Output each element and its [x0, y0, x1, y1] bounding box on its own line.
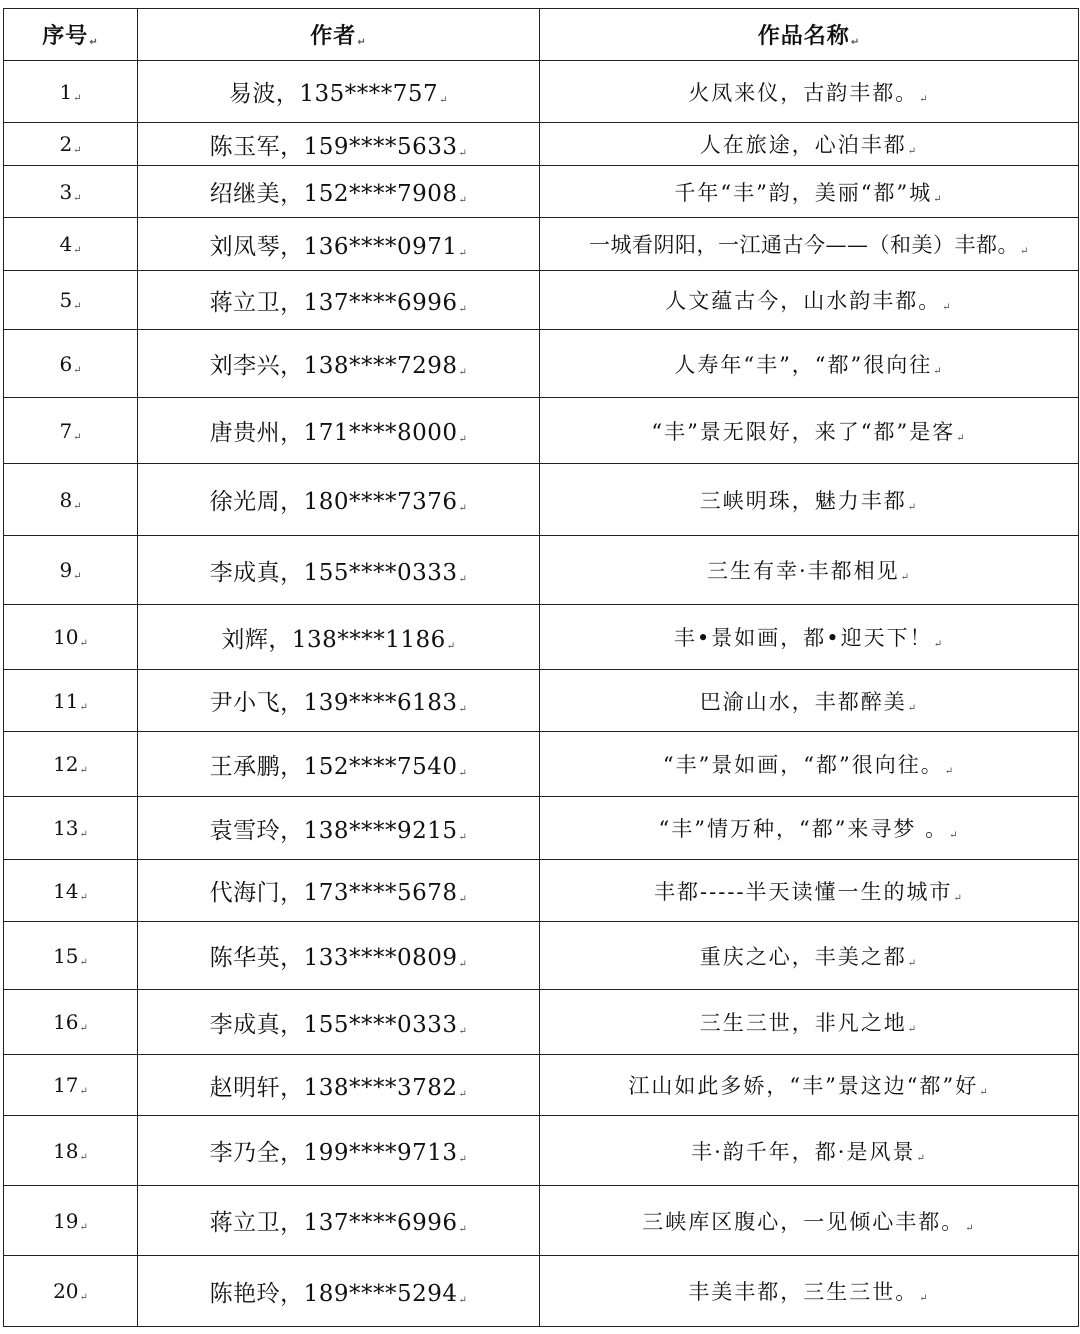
row-title: 千年“丰”韵，美丽“都”城↵ — [540, 166, 1079, 218]
header-title: 作品名称↵ — [540, 9, 1079, 61]
row-title: 一城看阴阳，一江通古今——（和美）丰都。↵ — [540, 218, 1079, 271]
row-index: 8↵ — [4, 464, 138, 536]
row-index: 13↵ — [4, 797, 138, 860]
row-author: 刘凤琴，136****0971↵ — [138, 218, 540, 271]
row-title: “丰”景无限好，来了“都”是客↵ — [540, 398, 1079, 464]
row-title: 三生三世，非凡之地↵ — [540, 990, 1079, 1055]
row-index: 16↵ — [4, 990, 138, 1055]
row-index: 12↵ — [4, 732, 138, 797]
row-index: 5↵ — [4, 271, 138, 330]
table-row — [4, 218, 1079, 271]
row-index: 19↵ — [4, 1186, 138, 1256]
table-row — [4, 166, 1079, 218]
table-row — [4, 990, 1079, 1055]
row-title: 火凤来仪，古韵丰都。↵ — [540, 61, 1079, 123]
entries-table — [3, 8, 1079, 1327]
table-row — [4, 605, 1079, 670]
table-row — [4, 1256, 1079, 1327]
row-author: 李成真，155****0333↵ — [138, 990, 540, 1055]
row-title: 丰都-----半天读懂一生的城市↵ — [540, 860, 1079, 922]
row-title: 江山如此多娇，“丰”景这边“都”好↵ — [540, 1055, 1079, 1116]
row-index: 3↵ — [4, 166, 138, 218]
row-author: 绍继美，152****7908↵ — [138, 166, 540, 218]
row-author: 陈华英，133****0809↵ — [138, 922, 540, 990]
row-author: 易波，135****757↵ — [138, 61, 540, 123]
row-author: 袁雪玲，138****9215↵ — [138, 797, 540, 860]
table-row — [4, 271, 1079, 330]
row-author: 徐光周，180****7376↵ — [138, 464, 540, 536]
table-row — [4, 670, 1079, 732]
table-row — [4, 732, 1079, 797]
row-title: 三峡明珠，魅力丰都↵ — [540, 464, 1079, 536]
row-index: 10↵ — [4, 605, 138, 670]
row-index: 6↵ — [4, 330, 138, 398]
row-index: 15↵ — [4, 922, 138, 990]
row-author: 陈艳玲，189****5294↵ — [138, 1256, 540, 1327]
row-author: 刘辉，138****1186↵ — [138, 605, 540, 670]
row-title: 丰·韵千年，都·是风景↵ — [540, 1116, 1079, 1186]
row-author: 蒋立卫，137****6996↵ — [138, 271, 540, 330]
row-index: 7↵ — [4, 398, 138, 464]
row-index: 11↵ — [4, 670, 138, 732]
table-row — [4, 398, 1079, 464]
header-index: 序号↵ — [4, 9, 138, 61]
row-author: 赵明轩，138****3782↵ — [138, 1055, 540, 1116]
row-index: 18↵ — [4, 1116, 138, 1186]
row-title: “丰”情万种，“都”来寻梦 。↵ — [540, 797, 1079, 860]
row-author: 李成真，155****0333↵ — [138, 536, 540, 605]
row-index: 17↵ — [4, 1055, 138, 1116]
row-author: 陈玉军，159****5633↵ — [138, 123, 540, 166]
row-title: 人文蕴古今，山水韵丰都。↵ — [540, 271, 1079, 330]
row-author: 王承鹏，152****7540↵ — [138, 732, 540, 797]
row-title: 人在旅途，心泊丰都↵ — [540, 123, 1079, 166]
table-row — [4, 536, 1079, 605]
row-index: 14↵ — [4, 860, 138, 922]
header-author: 作者↵ — [138, 9, 540, 61]
table-row — [4, 1055, 1079, 1116]
row-index: 4↵ — [4, 218, 138, 271]
row-title: 人寿年“丰”，“都”很向往↵ — [540, 330, 1079, 398]
row-title: 丰•景如画，都•迎天下！↵ — [540, 605, 1079, 670]
row-title: 三峡库区腹心，一见倾心丰都。↵ — [540, 1186, 1079, 1256]
row-index: 20↵ — [4, 1256, 138, 1327]
table-row — [4, 1116, 1079, 1186]
row-index: 9↵ — [4, 536, 138, 605]
row-author: 蒋立卫，137****6996↵ — [138, 1186, 540, 1256]
table-row — [4, 1186, 1079, 1256]
row-title: 巴渝山水，丰都醉美↵ — [540, 670, 1079, 732]
table-row — [4, 922, 1079, 990]
row-author: 李乃全，199****9713↵ — [138, 1116, 540, 1186]
table-row — [4, 123, 1079, 166]
table-row — [4, 860, 1079, 922]
row-author: 尹小飞，139****6183↵ — [138, 670, 540, 732]
row-title: 三生有幸·丰都相见↵ — [540, 536, 1079, 605]
row-author: 唐贵州，171****8000↵ — [138, 398, 540, 464]
table-row — [4, 464, 1079, 536]
row-author: 刘李兴，138****7298↵ — [138, 330, 540, 398]
row-index: 2↵ — [4, 123, 138, 166]
table-row — [4, 797, 1079, 860]
table-row — [4, 330, 1079, 398]
row-title: 丰美丰都，三生三世。↵ — [540, 1256, 1079, 1327]
header-row — [4, 9, 1079, 61]
row-index: 1↵ — [4, 61, 138, 123]
row-author: 代海门，173****5678↵ — [138, 860, 540, 922]
table-row — [4, 61, 1079, 123]
row-title: “丰”景如画，“都”很向往。↵ — [540, 732, 1079, 797]
row-title: 重庆之心，丰美之都↵ — [540, 922, 1079, 990]
